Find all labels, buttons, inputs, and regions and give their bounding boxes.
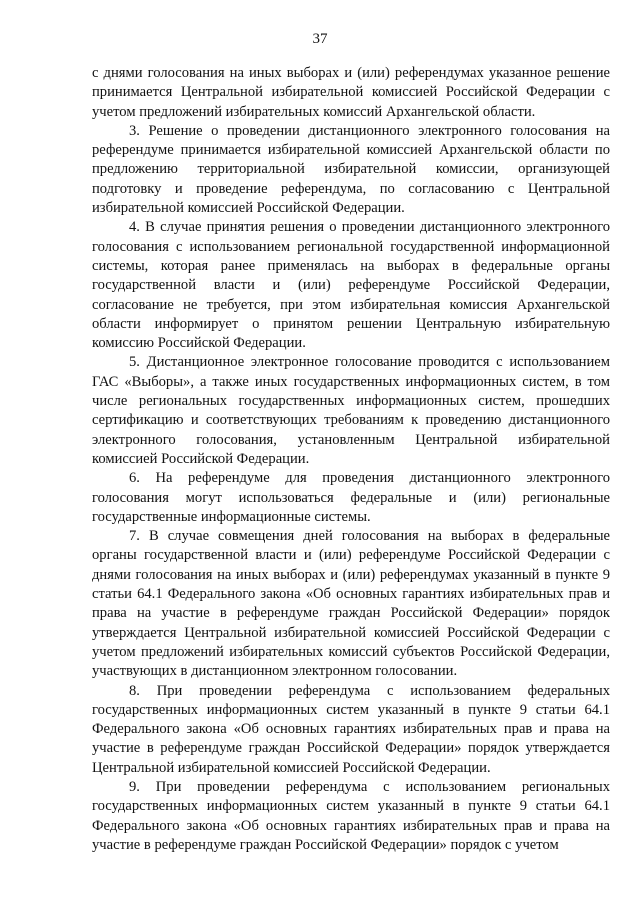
paragraph-7: 7. В случае совмещения дней голосования на выборах в федеральные органы государственной власти и (или) референдуме Российской Федерации с днями голосования на иных выборах и (или) референдумах указанный в пункте 9 статьи 64.1 Федерального закона «Об основных гарантиях избирательных прав и права на участие в референдуме граждан Российской Федерации» порядок утверждается Центральной избирательной комиссией Российской Федерации с учетом предложений избирательных комиссий субъектов Российской Федерации, участвующих в дистанционном электронном голосовании. <box>92 528 610 680</box>
paragraph-3: 3. Решение о проведении дистанционного электронного голосования на референдуме принимается избирательной комиссией Архангельской области по предложению территориальной избирательной комиссии, организующей подготовку и проведение референдума, по согласованию с Центральной избирательной комиссией Российской Федерации. <box>92 122 610 217</box>
page-number: 37 <box>312 31 328 47</box>
paragraph-6: 6. На референдуме для проведения дистанционного электронного голосования могут использоваться федеральные и (или) региональные государственные информационные системы. <box>92 470 610 525</box>
document-body <box>92 64 610 855</box>
paragraph-9: 9. При проведении референдума с использованием региональных государственных информационных систем указанный в пункте 9 статьи 64.1 Федерального закона «Об основных гарантиях избирательных прав и права на участие в референдуме граждан Российской Федерации» порядок с учетом <box>92 778 610 853</box>
paragraph-5: 5. Дистанционное электронное голосование проводится с использованием ГАС «Выборы», а также иных государственных информационных систем, в том числе региональных государственных информационных систем, прошедших сертификацию и соответствующих требованиям к проведению дистанционного электронного голосования, установленным Центральной избирательной комиссией Российской Федерации. <box>92 354 610 467</box>
paragraph-continuation: с днями голосования на иных выборах и (или) референдумах указанное решение принимается Центральной избирательной комиссией Российской Федерации с учетом предложений избирательных комиссий Архангельской области. <box>92 65 610 120</box>
paragraph-8: 8. При проведении референдума с использованием федеральных государственных информационных систем указанный в пункте 9 статьи 64.1 Федерального закона «Об основных гарантиях избирательных прав и права на участие в референдуме граждан Российской Федерации» порядок утверждается Центральной избирательной комиссией Российской Федерации. <box>92 682 610 776</box>
paragraph-4: 4. В случае принятия решения о проведении дистанционного электронного голосования с использованием региональной государственной информационной системы, которая ранее применялась на выборах в федеральные органы государственной власти и (или) референдуме Российской Федерации, согласование не требуется, при этом избирательная комиссия Архангельской области информирует о принятом решении Центральную избирательную комиссию Российской Федерации. <box>92 219 610 352</box>
